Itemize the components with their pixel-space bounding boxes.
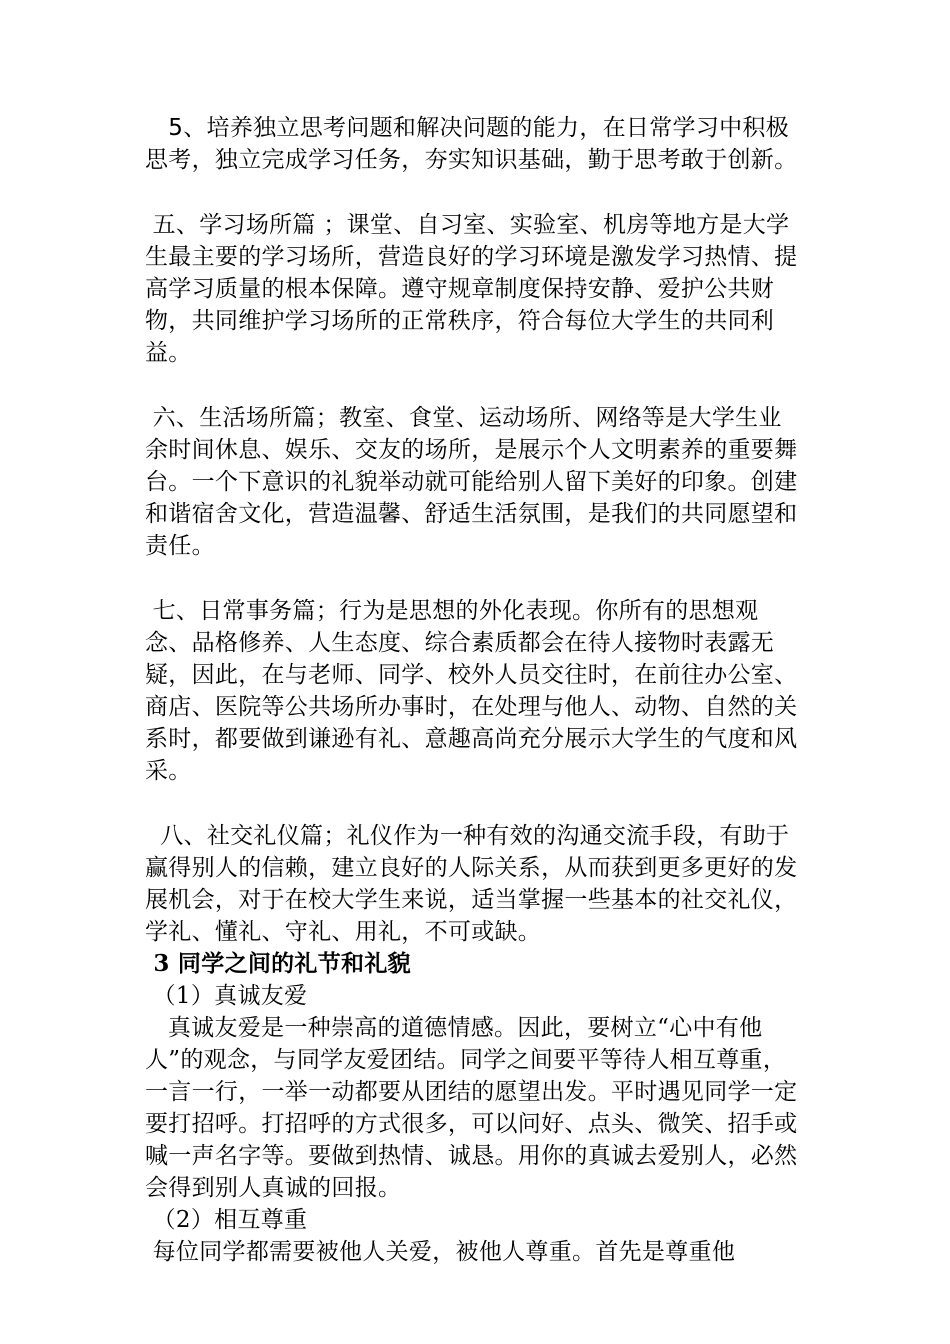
paragraph-section-5-study-places: 五、学习场所篇 ；课堂、自习室、实验室、机房等地方是大学生最主要的学习场所，营造良好的学习环境是激发学习热情、提高学习质量的根本保障。遵守规章制度保持安静、爱护公共财物，共同维护学习场所的正常秩序，符合每位大学生的共同利益。: [145, 212, 798, 366]
paragraph-section-6-living-places: 六、生活场所篇；教室、食堂、运动场所、网络等是大学生业余时间休息、娱乐、交友的场所，是展示个人文明素养的重要舞台。一个下意识的礼貌举动就可能给别人留下美好的印象。创建和谐宿舍文化，营造温馨、舒适生活氛围，是我们的共同愿望和责任。: [145, 405, 798, 559]
document-page: [145, 112, 805, 1268]
paragraph-sincere-friendship: 真诚友爱是一种崇高的道德情感。因此，要树立“心中有他人”的观念，与同学友爱团结。同学之间要平等待人相互尊重，一言一行，一举一动都要从团结的愿望出发。平时遇见同学一定要打招呼。打招呼的方式很多，可以问好、点头、微笑、招手或喊一声名字等。要做到热情、诚恳。用你的真诚去爱别人，必然会得到别人真诚的回报。: [145, 1015, 798, 1201]
paragraph-item-5: 5、培养独立思考问题和解决问题的能力，在日常学习中积极思考，独立完成学习任务，夯实知识基础，勤于思考敢于创新。: [145, 115, 798, 173]
paragraph-mutual-respect: 每位同学都需要被他人关爱，被他人尊重。首先是尊重他: [145, 1239, 736, 1265]
subheading-sincere-friendship: （1）真诚友爱: [145, 983, 308, 1009]
paragraph-section-7-daily-affairs: 七、日常事务篇；行为是思想的外化表现。你所有的思想观念、品格修养、人生态度、综合素质都会在待人接物时表露无疑，因此，在与老师、同学、校外人员交往时，在前往办公室、商店、医院等公共场所办事时，在处理与他人、动物、自然的关系时，都要做到谦逊有礼、意趣高尚充分展示大学生的气度和风采。: [145, 598, 798, 784]
subheading-mutual-respect: （2）相互尊重: [145, 1207, 308, 1233]
section-3-heading: 3 同学之间的礼节和礼貌: [145, 950, 411, 977]
paragraph-section-8-social-etiquette: 八、社交礼仪篇；礼仪作为一种有效的沟通交流手段，有助于赢得别人的信赖，建立良好的人际关系，从而获到更多更好的发展机会，对于在校大学生来说，适当掌握一些基本的社交礼仪，学礼、懂礼、守礼、用礼，不可或缺。: [145, 823, 798, 945]
